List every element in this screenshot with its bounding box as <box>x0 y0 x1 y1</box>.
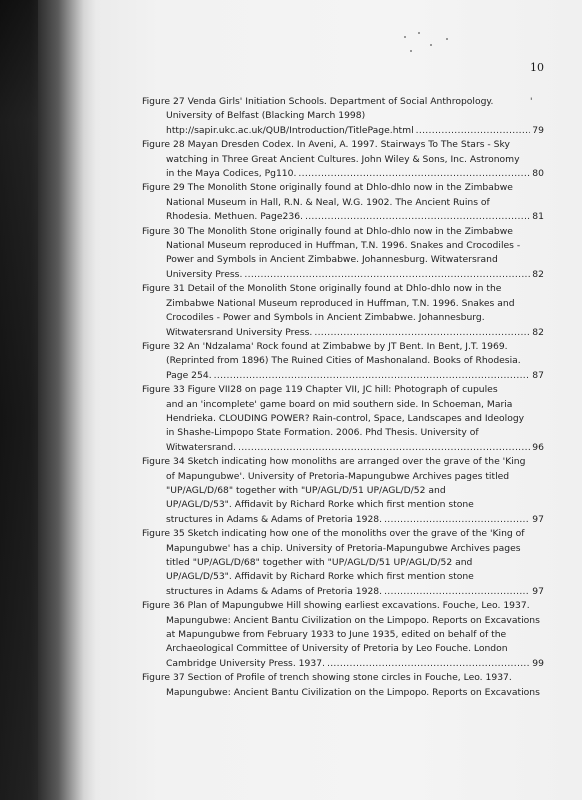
entry-text: Crocodiles - Power and Symbols in Ancient Zimbabwe. Johannesburg. <box>166 312 485 324</box>
entry-text: Rhodesia. Methuen. Page236. <box>166 211 303 223</box>
entry-last-line <box>142 210 544 224</box>
entry-text: in Shashe-Limpopo State Formation. 2006. Phd Thesis. University of <box>166 427 479 439</box>
figure-entry <box>142 527 544 599</box>
entry-page-number: 97 <box>532 513 544 525</box>
entry-text: in the Maya Codices, Pg110. <box>166 168 297 180</box>
entry-last-line <box>142 657 544 671</box>
scan-specks <box>400 30 460 60</box>
entry-text: Figure 28 Mayan Dresden Codex. In Aveni, A. 1997. Stairways To The Stars - Sky <box>142 139 510 151</box>
entry-last-line <box>142 441 544 455</box>
entry-text: watching in Three Great Ancient Cultures. John Wiley & Sons, Inc. Astronomy <box>166 153 520 165</box>
dot-leader <box>244 268 530 282</box>
entry-text: "UP/AGL/D/68" together with "UP/AGL/D/51 UP/AGL/D/52 and <box>166 484 446 496</box>
list-of-figures <box>142 95 544 700</box>
entry-text: UP/AGL/D/53". Affidavit by Richard Rorke which first mention stone <box>166 571 474 583</box>
entry-line <box>142 614 544 628</box>
entry-text: Figure 31 Detail of the Monolith Stone originally found at Dhlo-dhlo now in the <box>142 283 502 295</box>
entry-line <box>142 95 544 109</box>
entry-line <box>142 354 544 368</box>
entry-line <box>142 642 544 656</box>
dot-leader <box>416 124 531 138</box>
dot-leader <box>238 441 530 455</box>
entry-text: UP/AGL/D/53". Affidavit by Richard Rorke which first mention stone <box>166 499 474 511</box>
entry-line <box>142 455 544 469</box>
entry-line <box>142 426 544 440</box>
entry-line <box>142 253 544 267</box>
entry-page-number: 87 <box>532 369 544 381</box>
figure-entry <box>142 138 544 181</box>
entry-text: Figure 37 Section of Profile of trench showing stone circles in Fouche, Leo. 1937. <box>142 672 512 684</box>
entry-text: National Museum reproduced in Huffman, T.N. 1996. Snakes and Crocodiles - <box>166 240 521 252</box>
entry-line <box>142 181 544 195</box>
entry-text: Figure 36 Plan of Mapungubwe Hill showing earliest excavations. Fouche, Leo. 1937. <box>142 600 530 612</box>
entry-line <box>142 153 544 167</box>
figure-entry <box>142 455 544 527</box>
entry-line <box>142 297 544 311</box>
entry-text: Figure 29 The Monolith Stone originally found at Dhlo-dhlo now in the Zimbabwe <box>142 182 513 194</box>
entry-line <box>142 109 544 123</box>
figure-entry <box>142 282 544 340</box>
entry-text: Figure 27 Venda Girls' Initiation Schools. Department of Social Anthropology. <box>142 96 494 107</box>
entry-line <box>142 282 544 296</box>
entry-text: titled "UP/AGL/D/68" together with "UP/AGL/D/51 UP/AGL/D/52 and <box>166 557 473 568</box>
entry-page-number: 81 <box>532 211 544 223</box>
dot-leader <box>314 326 530 340</box>
entry-last-line <box>142 369 544 383</box>
dot-leader <box>305 210 530 224</box>
entry-text: at Mapungubwe from February 1933 to June 1935, edited on behalf of the <box>166 629 507 641</box>
entry-line <box>142 311 544 325</box>
entry-line <box>142 686 544 700</box>
figure-entry <box>142 225 544 283</box>
entry-line <box>142 470 544 484</box>
figure-entry <box>142 599 544 671</box>
entry-text: National Museum in Hall, R.N. & Neal, W.G. 1902. The Ancient Ruins of <box>166 196 490 208</box>
entry-text: Cambridge University Press. 1937. <box>166 657 325 669</box>
page-number: 10 <box>530 61 544 74</box>
entry-line <box>142 671 544 685</box>
entry-line <box>142 383 544 397</box>
entry-text: Hendrieka. CLOUDING POWER? Rain-control, Space, Landscapes and Ideology <box>166 412 525 424</box>
entry-text: Mapungubwe: Ancient Bantu Civilization on the Limpopo. Reports on Excavations <box>166 614 540 626</box>
entry-last-line <box>142 513 544 527</box>
entry-page-number: 79 <box>532 124 544 136</box>
entry-line <box>142 484 544 498</box>
entry-line <box>142 239 544 253</box>
entry-text: Figure 34 Sketch indicating how monoliths are arranged over the grave of the 'King <box>142 456 526 468</box>
figure-entry <box>142 340 544 383</box>
entry-text: Figure 33 Figure VII28 on page 119 Chapter VII, JC hill: Photograph of cupules <box>142 384 498 396</box>
entry-line <box>142 542 544 556</box>
entry-page-number: 82 <box>532 326 544 338</box>
figure-entry <box>142 671 544 700</box>
entry-text: Figure 32 An 'Ndzalama' Rock found at Zimbabwe by JT Bent. In Bent, J.T. 1969. <box>142 340 508 352</box>
entry-page-number: 80 <box>532 168 544 180</box>
entry-line <box>142 527 544 541</box>
entry-last-line <box>142 167 544 181</box>
entry-text: http://sapir.ukc.ac.uk/QUB/Introduction/TitlePage.html <box>166 124 414 136</box>
entry-line <box>142 599 544 613</box>
figure-entry <box>142 95 544 138</box>
dot-leader <box>298 167 530 181</box>
entry-last-line <box>142 326 544 340</box>
book-spine-shadow <box>0 0 38 800</box>
entry-text: Mapungubwe' has a chip. University of Pretoria-Mapungubwe Archives pages <box>166 542 521 554</box>
figure-entry <box>142 383 544 455</box>
entry-text: Zimbabwe National Museum reproduced in Huffman, T.N. 1996. Snakes and <box>166 297 515 309</box>
entry-text: and an 'incomplete' game board on mid southern side. In Schoeman, Maria <box>166 398 513 410</box>
entry-text: structures in Adams & Adams of Pretoria 1928. <box>166 513 383 525</box>
entry-text: Page 254. <box>166 369 212 381</box>
entry-line <box>142 138 544 152</box>
entry-text: Witwatersrand. <box>166 441 236 453</box>
entry-line <box>142 196 544 210</box>
entry-text: Witwatersrand University Press. <box>166 326 313 338</box>
dot-leader <box>327 657 530 671</box>
entry-page-number: 82 <box>532 268 544 280</box>
entry-text: Figure 35 Sketch indicating how one of the monoliths over the grave of the 'King of <box>142 528 525 540</box>
entry-page-number: 99 <box>532 657 544 669</box>
entry-text: Archaeological Committee of University of Pretoria by Leo Fouche. London <box>166 643 508 655</box>
figure-entry <box>142 181 544 224</box>
entry-last-line <box>142 124 544 138</box>
entry-text: Power and Symbols in Ancient Zimbabwe. Johannesburg. Witwatersrand <box>166 254 498 266</box>
entry-text: Figure 30 The Monolith Stone originally found at Dhlo-dhlo now in the Zimbabwe <box>142 225 513 237</box>
entry-line <box>142 398 544 412</box>
entry-line <box>142 498 544 512</box>
entry-line <box>142 412 544 426</box>
entry-line <box>142 340 544 354</box>
entry-text: of Mapungubwe'. University of Pretoria-Mapungubwe Archives pages titled <box>166 470 510 482</box>
entry-line <box>142 570 544 584</box>
entry-line <box>142 628 544 642</box>
entry-page-number: 96 <box>532 441 544 453</box>
dot-leader <box>384 513 530 527</box>
entry-last-line <box>142 268 544 282</box>
entry-text: University of Belfast (Blacking March 1998) <box>166 110 366 122</box>
entry-line <box>142 556 544 570</box>
dot-leader <box>384 585 530 599</box>
entry-line <box>142 225 544 239</box>
entry-text: University Press. <box>166 268 243 280</box>
entry-text: Mapungubwe: Ancient Bantu Civilization on the Limpopo. Reports on Excavations <box>166 686 540 698</box>
entry-text: structures in Adams & Adams of Pretoria 1928. <box>166 585 383 597</box>
entry-page-number: 97 <box>532 585 544 597</box>
entry-text: (Reprinted from 1896) The Ruined Cities of Mashonaland. Books of Rhodesia. <box>166 355 521 367</box>
dot-leader <box>214 369 531 383</box>
entry-last-line <box>142 585 544 599</box>
stray-mark: ' <box>530 97 533 107</box>
